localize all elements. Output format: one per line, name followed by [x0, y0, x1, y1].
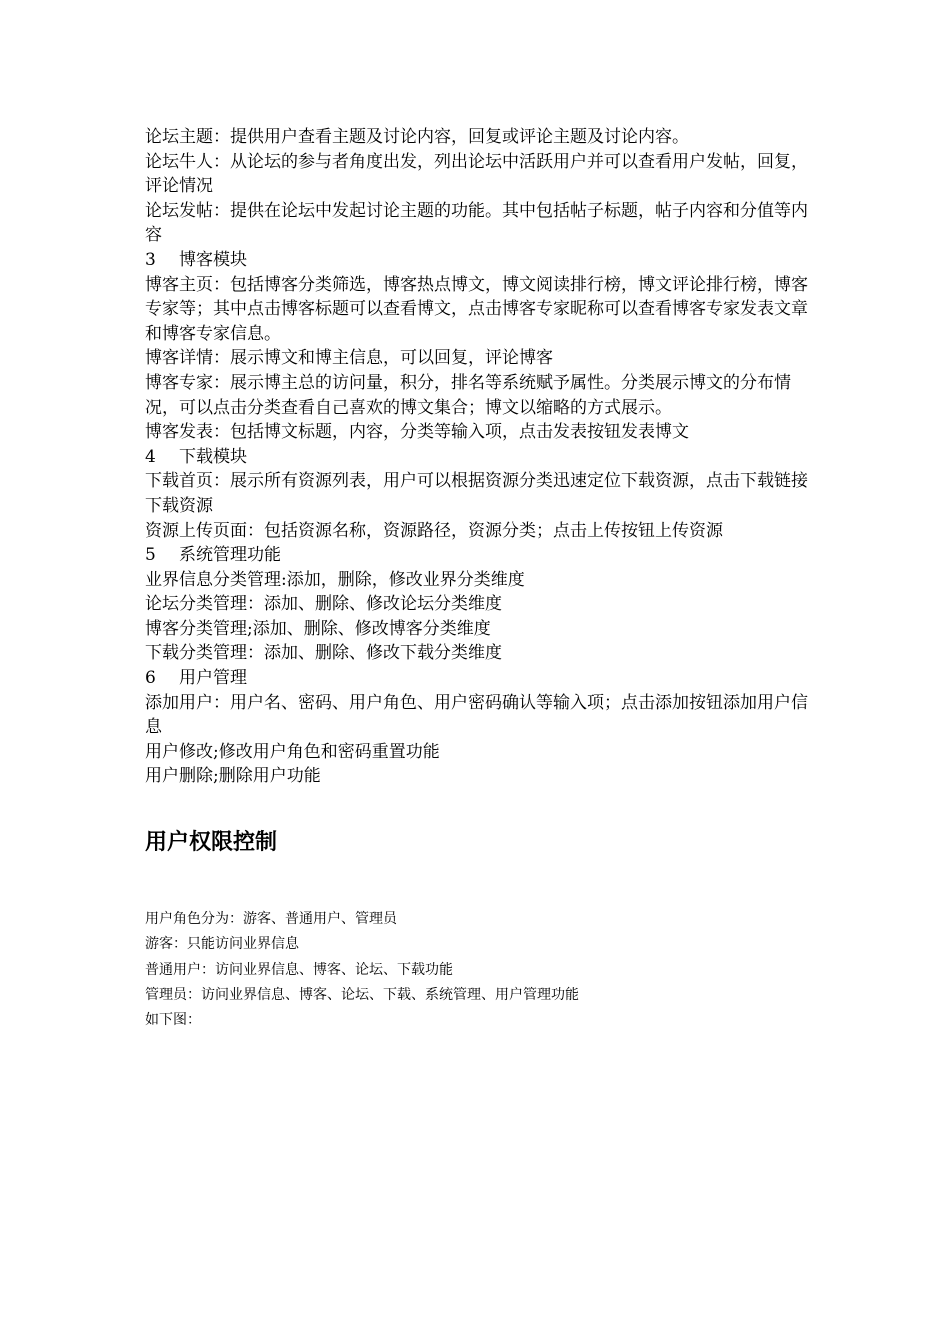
module-title: 用户管理 [179, 668, 247, 689]
paragraph-add-user: 添加用户：用户名、密码、用户角色、用户密码确认等输入项；点击添加按钮添加用户信息 [145, 692, 808, 738]
paragraph-forum-post: 论坛发帖：提供在论坛中发起讨论主题的功能。其中包括帖子标题，帖子内容和分值等内容 [145, 200, 808, 246]
module-heading-blog [145, 248, 810, 273]
paragraph-admin: 管理员：访问业界信息、博客、论坛、下载、系统管理、用户管理功能 [145, 986, 579, 1003]
module-number: 6 [145, 668, 156, 689]
paragraph-industry-category: 业界信息分类管理:添加，删除，修改业界分类维度 [145, 569, 525, 590]
paragraph-blog-home: 博客主页：包括博客分类筛选，博客热点博文，博文阅读排行榜，博文评论排行榜，博客专家等；其中点击博客标题可以查看博文，点击博客专家昵称可以查看博客专家发表文章和博客专家信息。 [145, 274, 808, 344]
paragraph-download-category: 下载分类管理：添加、删除、修改下载分类维度 [145, 643, 502, 664]
module-number: 3 [145, 249, 156, 270]
module-title: 下载模块 [179, 446, 247, 467]
module-heading-user [145, 666, 810, 691]
module-number: 5 [145, 545, 156, 566]
paragraph-blog-expert: 博客专家：展示博主总的访问量，积分，排名等系统赋予属性。分类展示博文的分布情况，可以点击分类查看自己喜欢的博文集合；博文以缩略的方式展示。 [145, 372, 791, 418]
module-number: 4 [145, 446, 156, 467]
module-heading-system [145, 543, 810, 568]
body-text [145, 125, 810, 789]
paragraph-roles: 用户角色分为：游客、普通用户、管理员 [145, 911, 397, 927]
paragraph-download-home: 下载首页：展示所有资源列表，用户可以根据资源分类迅速定位下载资源，点击下载链接下载资源 [145, 471, 808, 516]
paragraph-guest: 游客：只能访问业界信息 [145, 936, 299, 953]
paragraph-forum-topic: 论坛主题：提供用户查看主题及讨论内容，回复或评论主题及讨论内容。 [145, 127, 689, 147]
paragraph-forum-experts: 论坛牛人：从论坛的参与者角度出发，列出论坛中活跃用户并可以查看用户发帖，回复，评论情况 [145, 151, 808, 197]
paragraph-forum-category: 论坛分类管理：添加、删除、修改论坛分类维度 [145, 594, 502, 615]
module-title: 博客模块 [179, 249, 247, 270]
module-heading-download [145, 445, 810, 470]
paragraph-blog-publish: 博客发表：包括博文标题，内容，分类等输入项，点击发表按钮发表博文 [145, 422, 689, 443]
paragraph-blog-category: 博客分类管理;添加、删除、修改博客分类维度 [145, 618, 491, 639]
module-title: 系统管理功能 [179, 545, 281, 566]
paragraph-resource-upload: 资源上传页面：包括资源名称，资源路径，资源分类；点击上传按钮上传资源 [145, 520, 723, 541]
paragraph-see-figure: 如下图： [145, 1012, 201, 1029]
section-title: 用户权限控制 [145, 830, 278, 855]
paragraph-edit-user: 用户修改;修改用户角色和密码重置功能 [145, 741, 440, 762]
paragraph-normal-user: 普通用户：访问业界信息、博客、论坛、下载功能 [145, 961, 453, 978]
paragraph-blog-detail: 博客详情：展示博文和博主信息，可以回复，评论博客 [145, 348, 553, 369]
permission-text [145, 907, 810, 1033]
paragraph-delete-user: 用户删除;删除用户功能 [145, 766, 321, 787]
